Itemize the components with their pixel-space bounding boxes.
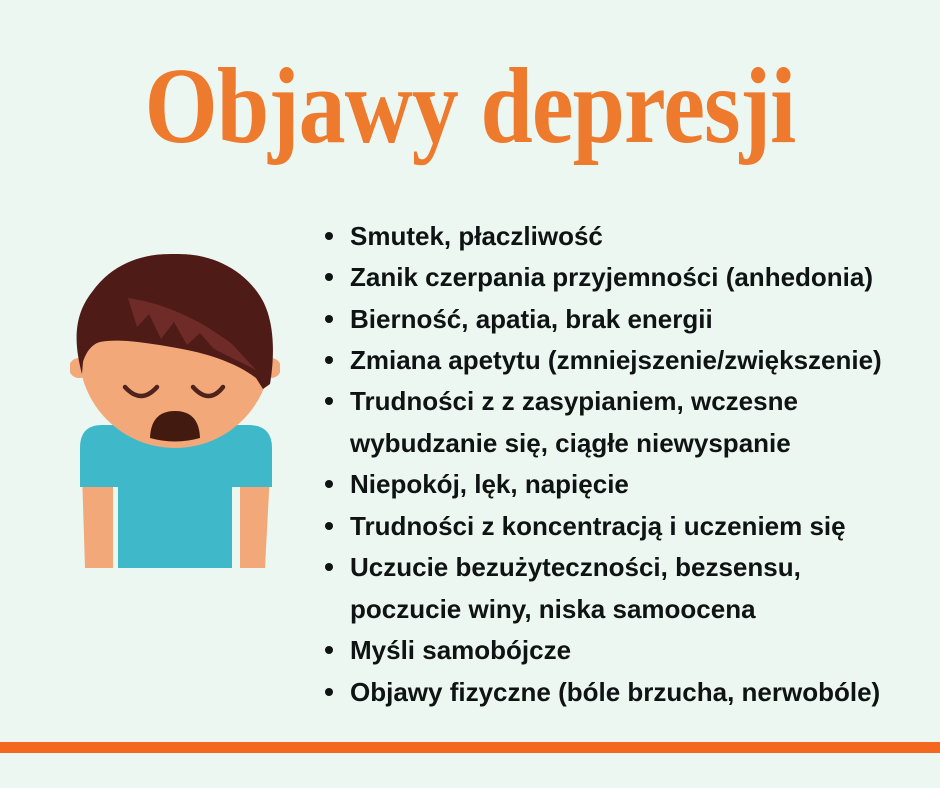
list-item (325, 671, 920, 712)
list-item (325, 464, 920, 505)
left-arm (82, 473, 113, 568)
bullet-icon (325, 273, 333, 281)
list-item (325, 339, 920, 380)
bullet-icon (325, 563, 333, 571)
list-item-text: wybudzanie się, ciągłe niewyspanie (350, 427, 791, 458)
bullet-icon (325, 522, 333, 530)
right-arm (240, 473, 270, 568)
list-item-text: Trudności z koncentracją i uczeniem się (350, 510, 846, 541)
list-item-text: Myśli samobójcze (350, 635, 572, 666)
list-item (325, 547, 920, 588)
list-item-text: Uczucie bezużyteczności, bezsensu, (350, 552, 801, 583)
list-item-text: Objawy fizyczne (bóle brzucha, nerwobóle) (350, 676, 881, 707)
list-item-text: Niepokój, lęk, napięcie (350, 469, 629, 500)
bottom-accent-bar (0, 742, 940, 753)
list-item-text: Zanik czerpania przyjemności (anhedonia) (350, 262, 874, 293)
list-item-continuation (325, 422, 920, 463)
list-item-text: Smutek, płaczliwość (350, 220, 603, 251)
list-item (325, 505, 920, 546)
list-item-text: Zmiana apetytu (zmniejszenie/zwiększenie) (350, 345, 882, 376)
bullet-icon (325, 688, 333, 696)
page-title: Objawy depresji (144, 47, 796, 166)
list-item-text: poczucie winy, niska samoocena (350, 593, 756, 624)
list-item-text: Trudności z z zasypianiem, wczesne (350, 386, 798, 417)
list-item (325, 629, 920, 670)
list-item (325, 298, 920, 339)
bullet-icon (325, 480, 333, 488)
bullet-icon (325, 232, 333, 240)
bullet-icon (325, 397, 333, 405)
list-item (325, 256, 920, 297)
symptom-list (325, 215, 920, 712)
list-item (325, 381, 920, 422)
bullet-icon (325, 315, 333, 323)
list-item (325, 215, 920, 256)
list-item-text: Bierność, apatia, brak energii (350, 303, 713, 334)
sad-boy-illustration (70, 248, 280, 568)
list-item-continuation (325, 588, 920, 629)
bullet-icon (325, 356, 333, 364)
bullet-icon (325, 646, 333, 654)
